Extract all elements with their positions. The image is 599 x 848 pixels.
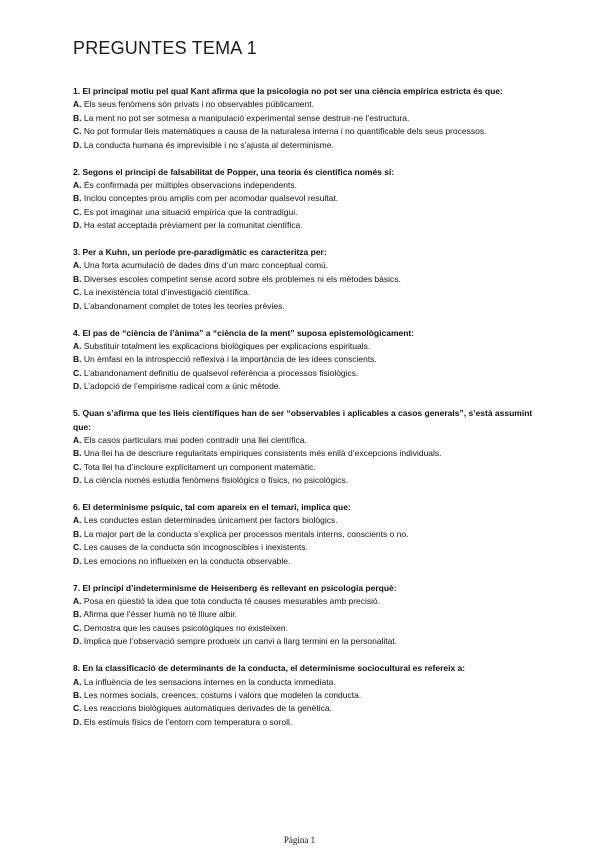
option-text: Tota llei ha d’incloure explícitament un component matemàtic. bbox=[83, 461, 316, 472]
option-letter: A. bbox=[73, 596, 82, 606]
question-number: 3. bbox=[73, 247, 81, 258]
option-letter: B. bbox=[73, 193, 82, 204]
option-text: Els casos particulars mai poden contradir una llei científica. bbox=[83, 434, 307, 445]
answer-option bbox=[73, 635, 533, 648]
answer-option bbox=[73, 702, 533, 715]
question-number: 6. bbox=[73, 502, 81, 513]
option-text: Ha estat acceptada prèviament per la comunitat científica. bbox=[83, 220, 303, 231]
option-text: Els seus fenòmens són privats i no observables públicament. bbox=[83, 99, 314, 110]
answer-option bbox=[73, 273, 533, 286]
option-letter: A. bbox=[73, 515, 82, 526]
option-text: Inclou conceptes prou amplis com per acomodar qualsevol resultat. bbox=[83, 193, 339, 204]
question-number: 7. bbox=[73, 582, 81, 593]
question-text bbox=[73, 246, 533, 259]
answer-option bbox=[73, 434, 533, 447]
option-letter: D. bbox=[73, 300, 82, 311]
option-text: Les causes de la conducta són incognoscibles i inexistents. bbox=[83, 542, 308, 553]
answer-option bbox=[73, 98, 533, 111]
option-text: Les normes socials, creences, costums i valors que modelen la conducta. bbox=[83, 689, 362, 700]
option-text: La ciència només estudia fenòmens fisiològics o físics, no psicològics. bbox=[83, 475, 348, 486]
option-letter: A. bbox=[73, 99, 82, 110]
question-number: 5. bbox=[73, 408, 81, 419]
option-letter: C. bbox=[73, 367, 82, 378]
option-letter: D. bbox=[73, 716, 82, 727]
option-text: Substituir totalment les explicacions biològiques per explicacions espirituals. bbox=[83, 341, 371, 351]
question-item bbox=[73, 327, 533, 394]
answer-option bbox=[73, 716, 533, 729]
option-text: Les conductes estan determinades únicament per factors biològics. bbox=[83, 515, 338, 526]
page-title: PREGUNTES TEMA 1 bbox=[73, 38, 257, 58]
question-statement: El principal motiu pel qual Kant afirma que la psicologia no pot ser una ciència empírica estricta és que: bbox=[82, 86, 503, 96]
option-text: És confirmada per múltiples observacions independents. bbox=[83, 179, 297, 190]
question-text bbox=[73, 85, 533, 98]
answer-option bbox=[73, 112, 533, 125]
option-text: Afirma que l’ésser humà no té lliure albir. bbox=[83, 609, 237, 620]
question-item bbox=[73, 582, 533, 649]
answer-option bbox=[73, 528, 533, 541]
question-statement: Quan s’afirma que les lleis científiques han de ser “observables i aplicables a casos generals”, s’està assumint que: bbox=[73, 408, 533, 432]
option-letter: B. bbox=[73, 609, 82, 620]
answer-option bbox=[73, 125, 533, 138]
answer-option bbox=[73, 353, 533, 366]
option-text: La inexistència total d’investigació científica. bbox=[83, 287, 251, 298]
option-letter: C. bbox=[73, 703, 82, 714]
option-letter: C. bbox=[73, 287, 82, 298]
question-text bbox=[73, 582, 533, 595]
option-letter: D. bbox=[73, 636, 82, 647]
question-statement: En la classificació de determinants de la conducta, el determinisme sociocultural es refereix a: bbox=[82, 663, 466, 674]
answer-option bbox=[73, 206, 533, 219]
question-statement: Per a Kuhn, un període pre-paradigmàtic es caracteritza per: bbox=[82, 247, 327, 258]
question-item bbox=[73, 166, 533, 233]
option-letter: D. bbox=[73, 475, 82, 486]
answer-option bbox=[73, 689, 533, 702]
option-text: Posa en qüestió la idea que tota conducta té causes mesurables amb precisió. bbox=[83, 596, 381, 606]
question-text bbox=[73, 501, 533, 514]
question-statement: Segons el principi de falsabilitat de Popper, una teoria és científica només si: bbox=[82, 166, 395, 177]
option-letter: A. bbox=[73, 260, 82, 271]
answer-option bbox=[73, 447, 533, 460]
question-item bbox=[73, 662, 533, 729]
option-text: Les emocions no influeixen en la conducta observable. bbox=[83, 555, 291, 566]
question-item bbox=[73, 246, 533, 313]
question-number: 4. bbox=[73, 327, 81, 338]
question-item bbox=[73, 407, 533, 487]
option-text: Una forta acumulació de dades dins d’un marc conceptual comú. bbox=[83, 260, 329, 271]
answer-option bbox=[73, 139, 533, 152]
question-item bbox=[73, 501, 533, 568]
option-letter: B. bbox=[73, 448, 82, 459]
answer-option bbox=[73, 608, 533, 621]
answer-option bbox=[73, 192, 533, 205]
question-item bbox=[73, 85, 533, 152]
answer-option bbox=[73, 461, 533, 474]
option-letter: B. bbox=[73, 528, 82, 539]
option-letter: B. bbox=[73, 112, 82, 123]
answer-option bbox=[73, 367, 533, 380]
option-text: La ment no pot ser sotmesa a manipulació experimental sense destruir-ne l’estructura. bbox=[83, 112, 410, 123]
answer-option bbox=[73, 676, 533, 689]
option-letter: D. bbox=[73, 139, 82, 150]
question-statement: El pas de “ciència de l’ànima” a “ciència de la ment” suposa epistemològicament: bbox=[82, 327, 415, 338]
page-number-footer: Pàgina 1 bbox=[283, 835, 316, 845]
option-letter: B. bbox=[73, 273, 82, 284]
option-text: Es pot imaginar una situació empírica que la contradigui. bbox=[83, 206, 298, 217]
answer-option bbox=[73, 555, 533, 568]
option-text: L’abandonament complet de totes les teories prèvies. bbox=[83, 300, 285, 311]
option-text: La major part de la conducta s’explica per processos mentals interns, conscients o no. bbox=[83, 528, 409, 539]
question-number: 8. bbox=[73, 663, 81, 674]
answer-option bbox=[73, 514, 533, 527]
option-text: Una llei ha de descriure regularitats empíriques consistents més enllà d’excepcions individuals. bbox=[83, 448, 442, 459]
question-number: 2. bbox=[73, 166, 81, 177]
question-number: 1. bbox=[73, 86, 81, 96]
option-letter: A. bbox=[73, 341, 82, 351]
option-text: Diverses escoles competint sense acord sobre els problemes ni els mètodes bàsics. bbox=[83, 273, 401, 284]
question-text bbox=[73, 327, 533, 340]
option-letter: D. bbox=[73, 555, 82, 566]
option-text: No pot formular lleis matemàtiques a causa de la naturalesa interna i no quantificable dels seus processos. bbox=[83, 126, 487, 137]
option-letter: C. bbox=[73, 542, 82, 553]
answer-option bbox=[73, 340, 533, 353]
option-letter: B. bbox=[73, 689, 82, 700]
option-text: L’abandonament definitiu de qualsevol referència a processos fisiològics. bbox=[83, 367, 359, 378]
answer-option bbox=[73, 219, 533, 232]
answer-option bbox=[73, 541, 533, 554]
option-letter: A. bbox=[73, 676, 82, 687]
option-text: Un èmfasi en la introspecció reflexiva i la importància de les idees conscients. bbox=[83, 354, 377, 365]
answer-option bbox=[73, 179, 533, 192]
answer-option bbox=[73, 622, 533, 635]
option-text: La influència de les sensacions internes en la conducta immediata. bbox=[83, 676, 336, 687]
question-statement: El principi d’indeterminisme de Heisenberg és rellevant en psicologia perquè: bbox=[82, 582, 397, 593]
option-letter: C. bbox=[73, 622, 82, 633]
answer-option bbox=[73, 286, 533, 299]
answer-option bbox=[73, 474, 533, 487]
option-letter: C. bbox=[73, 206, 82, 217]
option-text: Demostra que les causes psicològiques no existeixen. bbox=[83, 622, 288, 633]
option-letter: C. bbox=[73, 126, 82, 137]
answer-option bbox=[73, 259, 533, 272]
option-letter: D. bbox=[73, 381, 82, 392]
option-letter: A. bbox=[73, 434, 82, 445]
question-text bbox=[73, 662, 533, 675]
option-text: Implica que l’observació sempre produeix un canvi a llarg termini en la personalitat. bbox=[83, 636, 398, 647]
option-letter: D. bbox=[73, 220, 82, 231]
option-text: La conducta humana és imprevisible i no s’ajusta al determinisme. bbox=[83, 139, 334, 150]
option-text: Les reaccions biològiques automàtiques derivades de la genètica. bbox=[83, 703, 332, 714]
option-letter: C. bbox=[73, 461, 82, 472]
option-letter: A. bbox=[73, 179, 82, 190]
question-statement: El determinisme psíquic, tal com apareix en el temari, implica que: bbox=[82, 502, 351, 513]
option-text: L’adopció de l’empirisme radical com a únic mètode. bbox=[83, 381, 281, 392]
question-text bbox=[73, 166, 533, 179]
question-list bbox=[73, 85, 533, 743]
answer-option bbox=[73, 380, 533, 393]
question-text bbox=[73, 407, 533, 434]
option-letter: B. bbox=[73, 354, 82, 365]
answer-option bbox=[73, 595, 533, 608]
answer-option bbox=[73, 300, 533, 313]
option-text: Els estímuls físics de l’entorn com temperatura o soroll. bbox=[83, 716, 293, 727]
